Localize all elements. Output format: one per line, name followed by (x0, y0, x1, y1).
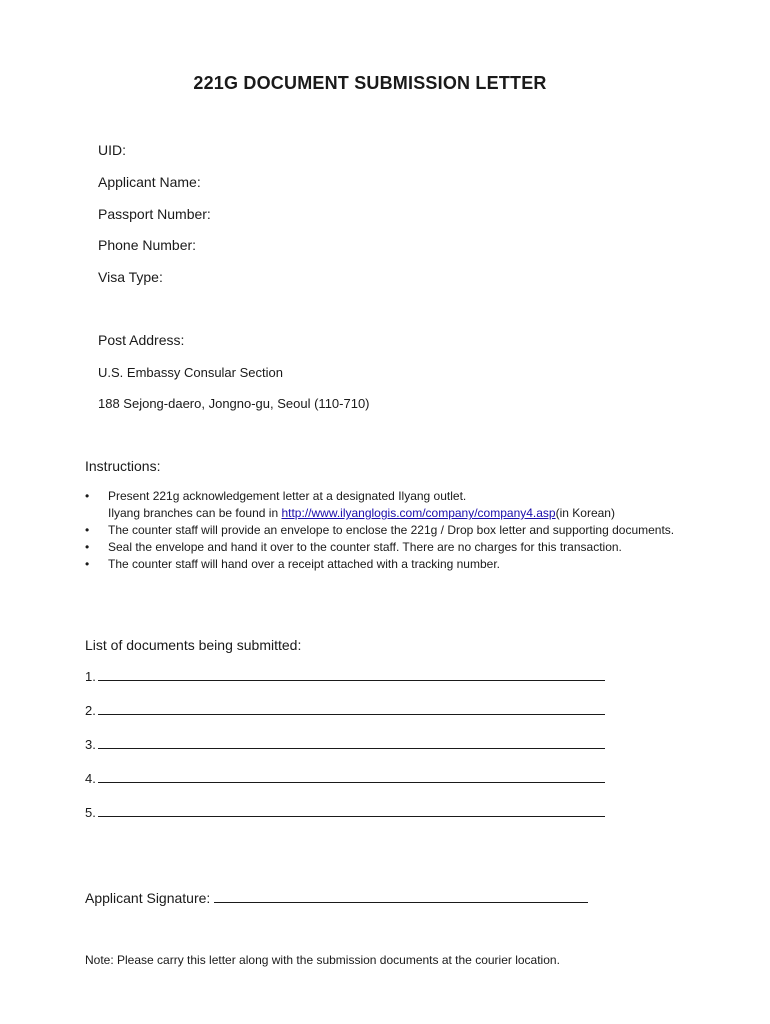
uid-label: UID: (98, 142, 126, 158)
instruction-text: Ilyang branches can be found in (108, 506, 282, 520)
document-entry-blank[interactable] (98, 669, 605, 681)
bullet-icon: • (85, 557, 90, 571)
document-number: 4. (85, 771, 96, 786)
visa-type-label: Visa Type: (98, 269, 163, 285)
signature-line (85, 890, 588, 906)
passport-number-label: Passport Number: (98, 206, 211, 222)
document-number: 1. (85, 669, 96, 684)
document-line (85, 771, 605, 786)
address-line-2: 188 Sejong-daero, Jongno-gu, Seoul (110-710) (98, 396, 370, 411)
document-entry-blank[interactable] (98, 703, 605, 715)
bullet-icon: • (85, 489, 90, 503)
bullet-icon: • (85, 523, 90, 537)
instruction-item (85, 556, 685, 573)
post-address-label: Post Address: (98, 332, 185, 348)
document-entry-blank[interactable] (98, 771, 605, 783)
page-title: 221G DOCUMENT SUBMISSION LETTER (193, 73, 547, 93)
instructions-list (85, 488, 685, 573)
document-number: 5. (85, 805, 96, 820)
signature-label: Applicant Signature: (85, 890, 211, 906)
instruction-text: The counter staff will hand over a receipt attached with a tracking number. (108, 557, 500, 571)
instruction-text: (in Korean) (555, 506, 615, 520)
instruction-text: Seal the envelope and hand it over to the counter staff. There are no charges for this transaction. (108, 540, 622, 554)
instruction-text: The counter staff will provide an envelope to enclose the 221g / Drop box letter and supporting documents. (108, 523, 675, 537)
bullet-icon: • (85, 540, 90, 554)
document-line (85, 703, 605, 718)
document-line (85, 669, 605, 684)
document-line (85, 737, 605, 752)
ilyang-branches-link[interactable]: http://www.ilyanglogis.com/company/company4.asp (281, 506, 556, 520)
document-entry-blank[interactable] (98, 737, 605, 749)
document-number: 2. (85, 703, 96, 718)
document-number: 3. (85, 737, 96, 752)
instruction-item (85, 539, 685, 556)
document-line (85, 805, 605, 820)
phone-number-label: Phone Number: (98, 237, 197, 253)
address-line-1: U.S. Embassy Consular Section (98, 365, 283, 380)
instruction-item (85, 522, 685, 539)
documents-list-label: List of documents being submitted: (85, 637, 302, 653)
instruction-item (85, 488, 685, 522)
document-entry-blank[interactable] (98, 805, 605, 817)
instructions-label: Instructions: (85, 458, 161, 474)
instruction-text: Present 221g acknowledgement letter at a designated Ilyang outlet. (108, 489, 467, 503)
applicant-name-label: Applicant Name: (98, 174, 201, 190)
signature-blank[interactable] (214, 890, 588, 903)
footer-note: Note: Please carry this letter along with the submission documents at the courier location. (85, 953, 560, 967)
